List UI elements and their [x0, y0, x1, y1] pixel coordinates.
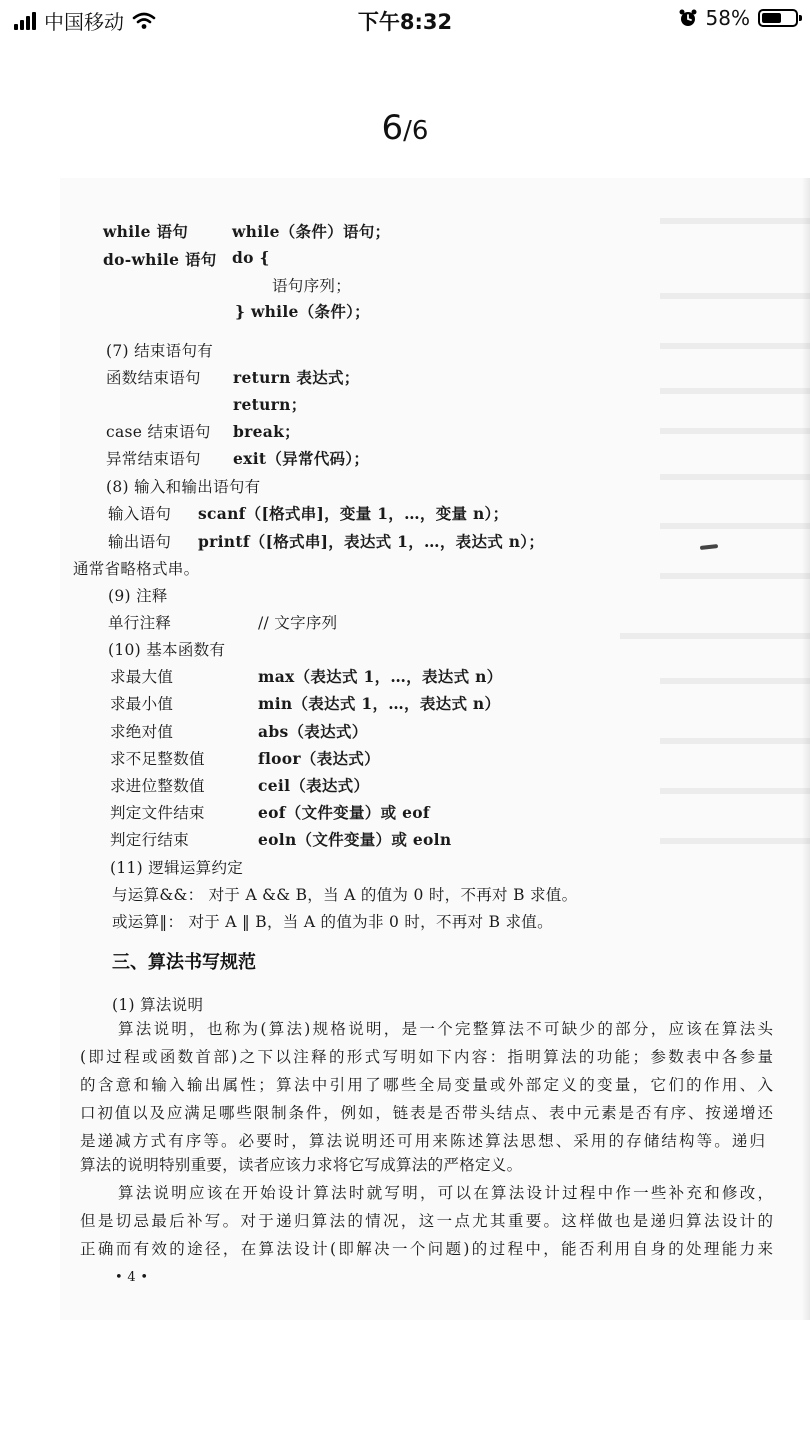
page-number: • 4 •: [115, 1270, 149, 1285]
case-end-label: case 结束语句: [106, 423, 211, 441]
paragraph-line: 算法说明应该在开始设计算法时就写明，可以在算法设计过程中作一些补充和修改，: [118, 1184, 773, 1202]
func-syntax-ceil: ceil（表达式）: [258, 776, 370, 795]
func-label-ceil: 求进位整数值: [110, 777, 205, 795]
paragraph-line: 口初值以及应满足哪些限制条件，例如，链表是否带头结点、表中元素是否有序、按递增还: [80, 1104, 773, 1122]
dowhile-label: do-while 语句: [103, 250, 217, 269]
output-label: 输出语句: [108, 533, 172, 551]
func-syntax-min: min（表达式 1，…，表达式 n）: [258, 694, 501, 713]
single-comment-label: 单行注释: [108, 614, 172, 632]
single-comment-syntax: // 文字序列: [258, 614, 338, 632]
logic-title: (11) 逻辑运算约定: [110, 859, 244, 877]
loop-close: } while（条件）；: [235, 302, 370, 321]
carrier-name: 中国移动: [44, 10, 124, 34]
output-syntax: printf（[格式串]，表达式 1，…，表达式 n）；: [198, 532, 545, 551]
format-note: 通常省略格式串。: [73, 560, 200, 578]
total-pages: /6: [403, 116, 429, 146]
comments-title: (9) 注释: [108, 587, 168, 605]
paragraph-line: 正确而有效的途径，在算法设计(即解决一个问题)的过程中，能否利用自身的处理能力来: [80, 1240, 773, 1258]
while-label: while 语句: [103, 222, 189, 241]
func-syntax-floor: floor（表达式）: [258, 749, 380, 768]
paragraph-line: 是递减方式有序等。必要时，算法说明还可用来陈述算法思想、采用的存储结构等。递归: [80, 1132, 765, 1150]
func-label-min: 求最小值: [110, 695, 174, 713]
alarm-icon: [678, 8, 698, 28]
current-page: 6: [381, 108, 404, 148]
abnormal-end-syntax: exit（异常代码）；: [233, 449, 370, 468]
page-counter: [0, 108, 810, 148]
func-end-label: 函数结束语句: [106, 369, 201, 387]
logic-or: 或运算‖： 对于 A ‖ B，当 A 的值为非 0 时，不再对 B 求值。: [112, 913, 553, 931]
battery-icon: [758, 9, 798, 27]
func-end-syntax-1: return 表达式；: [233, 368, 360, 387]
case-end-syntax: break；: [233, 422, 300, 441]
io-title: (8) 输入和输出语句有: [106, 478, 261, 496]
func-label-abs: 求绝对值: [110, 723, 174, 741]
battery-fill: [762, 13, 781, 23]
do-open: do {: [232, 248, 270, 267]
paragraph-line: (即过程或函数首部)之下以注释的形式写明如下内容：指明算法的功能；参数表中各参量: [80, 1048, 773, 1066]
paragraph-line: 算法说明，也称为(算法)规格说明，是一个完整算法不可缺少的部分，应该在算法头: [118, 1020, 773, 1038]
paragraph-line: 但是切忌最后补写。对于递归算法的情况，这一点尤其重要。这样做也是递归算法设计的: [80, 1212, 773, 1230]
while-syntax: while（条件）语句；: [232, 222, 391, 241]
algorithm-spec-title: (1) 算法说明: [112, 996, 204, 1014]
func-syntax-max: max（表达式 1，…，表达式 n）: [258, 667, 503, 686]
loop-body: 语句序列；: [272, 277, 352, 295]
func-label-eof: 判定文件结束: [110, 804, 205, 822]
func-label-floor: 求不足整数值: [110, 750, 205, 768]
func-syntax-eof: eof（文件变量）或 eof: [258, 803, 430, 822]
input-label: 输入语句: [108, 505, 172, 523]
func-label-max: 求最大值: [110, 668, 174, 686]
abnormal-end-label: 异常结束语句: [106, 450, 201, 468]
battery-percent: 58%: [705, 6, 750, 30]
end-statements-title: (7) 结束语句有: [106, 342, 214, 360]
func-syntax-abs: abs（表达式）: [258, 722, 368, 741]
func-label-eoln: 判定行结束: [110, 831, 190, 849]
logic-and: 与运算&&： 对于 A && B，当 A 的值为 0 时，不再对 B 求值。: [112, 886, 578, 904]
paragraph-line: 的含意和输入输出属性；算法中引用了哪些全局变量或外部定义的变量，它们的作用、入: [80, 1076, 773, 1094]
input-syntax: scanf（[格式串]，变量 1，…，变量 n）；: [198, 504, 509, 523]
section-heading: 三、算法书写规范: [112, 952, 256, 973]
status-bar: [0, 0, 810, 42]
clock: 下午8:32: [357, 10, 453, 34]
func-syntax-eoln: eoln（文件变量）或 eoln: [258, 830, 452, 849]
functions-title: (10) 基本函数有: [108, 641, 226, 659]
paragraph-line: 算法的说明特别重要，读者应该力求将它写成算法的严格定义。: [80, 1156, 523, 1174]
func-end-syntax-2: return；: [233, 395, 307, 414]
